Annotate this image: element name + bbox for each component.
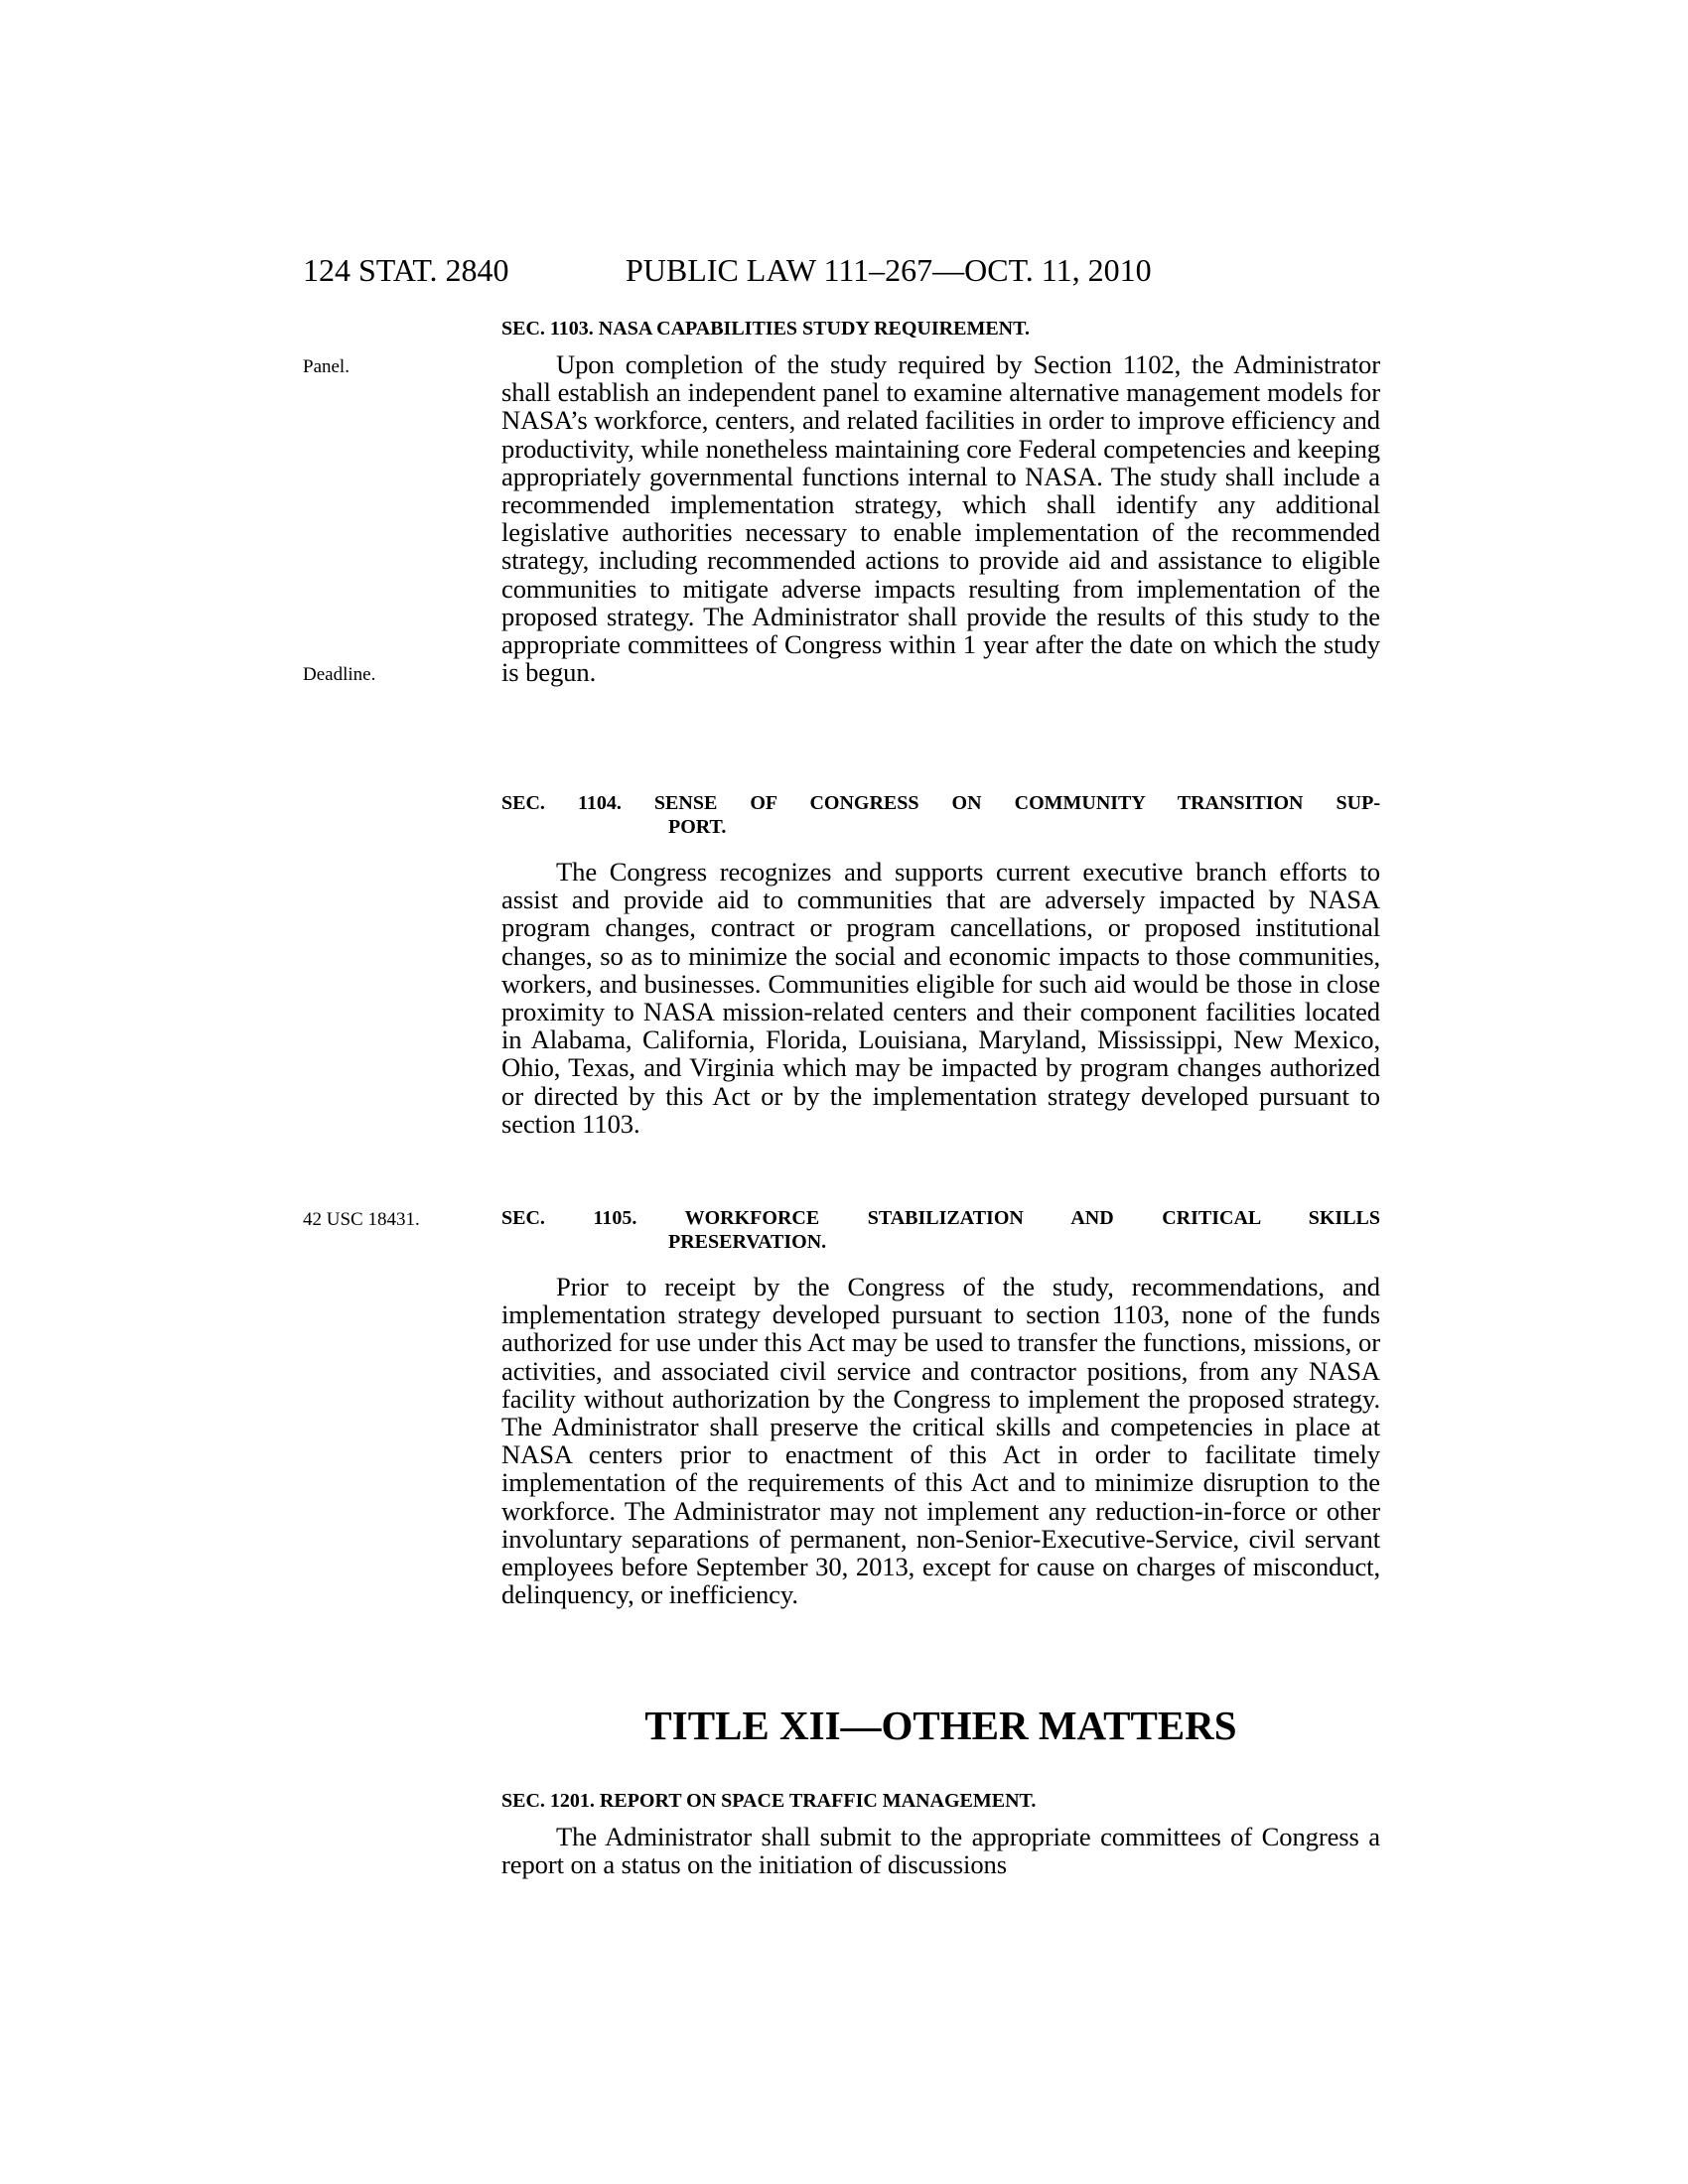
margin-note-deadline: Deadline. — [303, 664, 376, 685]
sec-1103-text: Upon completion of the study required by Section 1102, the Administrator shall establish an independent panel to examine alternative management models for NASA’s workforce, centers, and related facilities in order to improve efficiency and productivity, while nonetheless maintaining core Federal competencies and keeping appropriately governmental functions internal to NASA. The study shall include a recommended implementation strategy, which shall identify any additional legislative authorities necessary to enable implementation of the recommended strategy, including recommended actions to provide aid and assistance to eligible communities to mitigate adverse impacts resulting from implementation of the proposed strategy. The Administrator shall provide the results of this study to the appropriate committees of Congress within 1 year after the date on which the study is begun. — [501, 349, 1380, 688]
sec-1201-heading: SEC. 1201. REPORT ON SPACE TRAFFIC MANAGEMENT. — [501, 1790, 1037, 1812]
sec-1105-heading-line2: PRESERVATION. — [668, 1231, 827, 1253]
margin-note-usc: 42 USC 18431. — [303, 1209, 420, 1230]
title-xii-heading: TITLE XII—OTHER MATTERS — [644, 1703, 1237, 1748]
sec-1201-text: The Administrator shall submit to the appropriate committees of Congress a report on a status on the initiation of discussions — [501, 1822, 1380, 1880]
margin-note-panel: Panel. — [303, 356, 350, 377]
sec-1104-heading-line1: SEC. 1104. SENSE OF CONGRESS ON COMMUNITY TRANSITION SUP- — [501, 792, 1380, 814]
sec-1104-text: The Congress recognizes and supports current executive branch efforts to assist and provide aid to communities that are adversely impacted by NASA program changes, contract or program cancellations, or proposed institutional changes, so as to minimize the social and economic impacts to those communities, workers, and businesses. Communities eligible for such aid would be those in close proximity to NASA mission-related centers and their component facilities located in Alabama, California, Florida, Louisiana, Maryland, Mississippi, New Mexico, Ohio, Texas, and Virginia which may be impacted by program changes authorized or directed by this Act or by the implementation strategy developed pursuant to section 1103. — [501, 857, 1380, 1139]
stat-page-number: 124 STAT. 2840 — [303, 252, 509, 288]
sec-1103-heading: SEC. 1103. NASA CAPABILITIES STUDY REQUIREMENT. — [501, 318, 1030, 340]
sec-1105-heading-line1: SEC. 1105. WORKFORCE STABILIZATION AND CRITICAL SKILLS — [501, 1207, 1380, 1229]
public-law-citation: PUBLIC LAW 111–267—OCT. 11, 2010 — [626, 252, 1152, 288]
sec-1105-text: Prior to receipt by the Congress of the study, recommendations, and implementation strategy developed pursuant to section 1103, none of the funds authorized for use under this Act may be used to transfer the functions, missions, or activities, and associated civil service and contractor positions, from any NASA facility without authorization by the Congress to implement the proposed strategy. The Administrator shall preserve the critical skills and competencies in place at NASA centers prior to enactment of this Act in order to facilitate timely implementation of the requirements of this Act and to minimize disruption to the workforce. The Administrator may not implement any reduction-in-force or other involuntary separations of permanent, non-Senior-Executive-Service, civil servant employees before September 30, 2013, except for cause on charges of misconduct, delinquency, or inefficiency. — [501, 1272, 1380, 1610]
sec-1105-heading — [501, 1206, 1380, 1254]
sec-1104-heading — [501, 791, 1380, 839]
sec-1104-heading-line2: PORT. — [668, 816, 727, 838]
